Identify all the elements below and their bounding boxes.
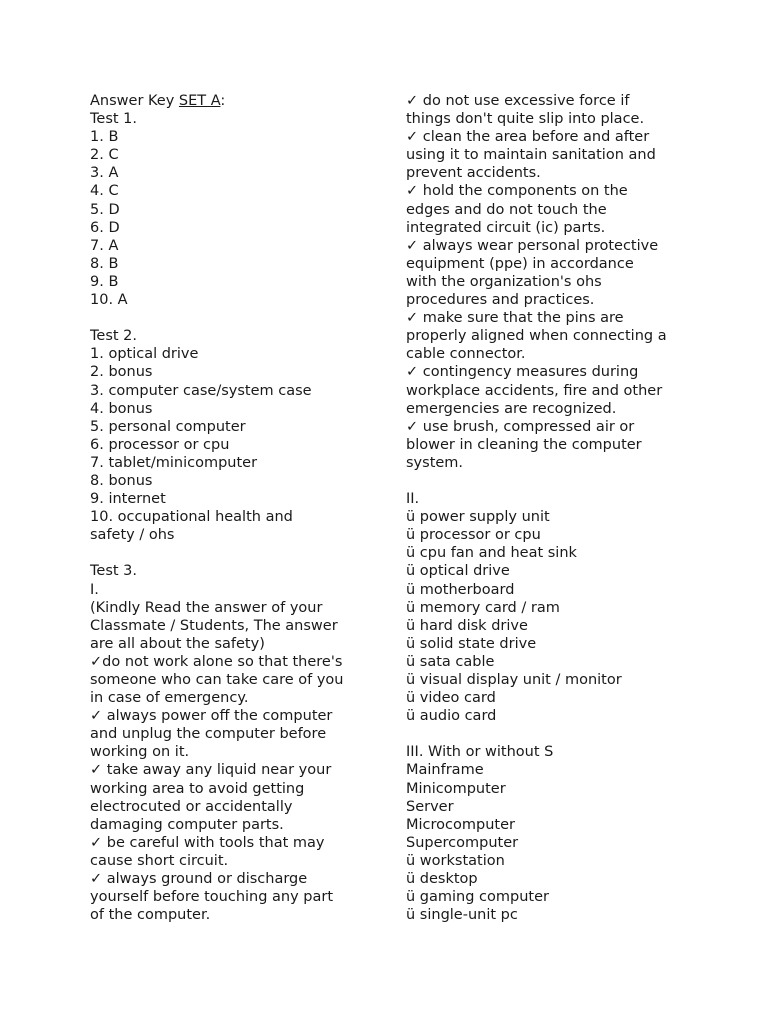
text-line: yourself before touching any part	[90, 889, 334, 906]
text-line: ü visual display unit / monitor	[406, 672, 622, 688]
text-line: workplace accidents, fire and other	[406, 382, 663, 399]
text-line: using it to maintain sanitation and	[406, 147, 656, 164]
text-line: ü cpu fan and heat sink	[406, 545, 577, 562]
text-line: integrated circuit (ic) parts.	[406, 219, 606, 236]
text-line: ü processor or cpu	[406, 527, 541, 544]
text-line: working area to avoid getting	[90, 780, 305, 797]
text-line: II.	[406, 491, 420, 508]
text-line: emergencies are recognized.	[406, 400, 617, 417]
text-line: (Kindly Read the answer of your	[90, 599, 323, 616]
text-line: Microcomputer	[406, 816, 515, 833]
left-column	[90, 92, 390, 924]
text-line: someone who can take care of you	[90, 672, 344, 688]
text-line: Test 3.	[90, 563, 137, 580]
text-line: working on it.	[90, 744, 190, 761]
text-line: 6. processor or cpu	[90, 436, 230, 453]
text-line: system.	[406, 454, 464, 471]
text-line	[406, 472, 706, 490]
left-lines	[90, 110, 390, 924]
text-line: are all about the safety)	[90, 635, 265, 652]
text-line: 8. B	[90, 255, 119, 272]
heading-suffix: :	[220, 93, 226, 109]
text-line: ✓ use brush, compressed air or	[406, 418, 635, 435]
text-line: 2. C	[90, 147, 119, 164]
text-line: 10. A	[90, 292, 128, 309]
text-line: ü motherboard	[406, 581, 515, 598]
text-line: edges and do not touch the	[406, 201, 607, 218]
text-line: 4. C	[90, 183, 119, 200]
text-line: 5. personal computer	[90, 418, 246, 435]
text-line: ü workstation	[406, 852, 505, 869]
text-line: ✓ hold the components on the	[406, 183, 628, 200]
text-line: ü hard disk drive	[406, 617, 528, 634]
text-line: ✓ always ground or discharge	[90, 871, 308, 888]
text-line: 7. tablet/minicomputer	[90, 454, 258, 471]
text-line: cause short circuit.	[90, 852, 229, 869]
text-line: ✓ make sure that the pins are	[406, 310, 624, 327]
text-line: Test 2.	[90, 328, 137, 345]
text-line: electrocuted or accidentally	[90, 798, 293, 815]
text-line	[90, 544, 390, 562]
text-line: ✓ always power off the computer	[90, 708, 333, 725]
text-line: ✓do not work alone so that there's	[90, 653, 343, 670]
text-line: Test 1.	[90, 111, 137, 128]
text-line: ü solid state drive	[406, 635, 537, 652]
text-line: ü power supply unit	[406, 509, 550, 526]
text-line: 9. B	[90, 273, 119, 290]
text-line: ✓ take away any liquid near your	[90, 762, 332, 779]
answer-key-heading	[90, 92, 390, 110]
text-line: ✓ do not use excessive force if	[406, 93, 630, 109]
text-line: I.	[90, 581, 99, 598]
text-line: with the organization's ohs	[406, 273, 602, 290]
text-line: ü memory card / ram	[406, 599, 560, 616]
text-line: safety / ohs	[90, 527, 175, 544]
heading-prefix: Answer Key	[90, 93, 179, 109]
text-line: 4. bonus	[90, 400, 153, 417]
text-line: cable connector.	[406, 346, 526, 363]
text-line: 7. A	[90, 237, 119, 254]
right-lines	[406, 92, 706, 924]
text-line: things don't quite slip into place.	[406, 111, 645, 128]
text-line: 10. occupational health and	[90, 509, 293, 526]
text-line: 5. D	[90, 201, 120, 218]
text-line: equipment (ppe) in accordance	[406, 255, 634, 272]
text-line: of the computer.	[90, 907, 211, 924]
text-line: damaging computer parts.	[90, 816, 284, 833]
text-line: Classmate / Students, The answer	[90, 617, 338, 634]
text-line: properly aligned when connecting a	[406, 328, 667, 345]
text-line: and unplug the computer before	[90, 726, 327, 743]
heading-set-label: SET A	[178, 93, 221, 109]
text-line: 9. internet	[90, 491, 166, 508]
text-line: ü gaming computer	[406, 889, 549, 906]
text-line: ü optical drive	[406, 563, 510, 580]
text-line: ✓ contingency measures during	[406, 364, 639, 381]
text-line: ✓ clean the area before and after	[406, 129, 650, 146]
text-line: 6. D	[90, 219, 120, 236]
text-line: Mainframe	[406, 762, 484, 779]
text-line: Supercomputer	[406, 834, 519, 851]
text-line: ✓ be careful with tools that may	[90, 834, 325, 851]
text-line: in case of emergency.	[90, 690, 249, 707]
text-line	[406, 725, 706, 743]
text-line	[90, 309, 390, 327]
text-line: 8. bonus	[90, 472, 153, 489]
text-line: ü sata cable	[406, 653, 495, 670]
text-line: 3. A	[90, 165, 119, 182]
text-line: ü desktop	[406, 871, 478, 888]
text-line: blower in cleaning the computer	[406, 436, 642, 453]
text-line: ü audio card	[406, 708, 497, 725]
text-line: III. With or without S	[406, 744, 554, 761]
text-line: 1. B	[90, 129, 119, 146]
text-line: prevent accidents.	[406, 165, 541, 182]
text-line: Server	[406, 798, 454, 815]
text-line: procedures and practices.	[406, 292, 595, 309]
text-line: Minicomputer	[406, 780, 506, 797]
text-line: ü single-unit pc	[406, 907, 518, 924]
text-line: ✓ always wear personal protective	[406, 237, 659, 254]
right-column	[406, 92, 706, 924]
text-line: 2. bonus	[90, 364, 153, 381]
text-line: 3. computer case/system case	[90, 382, 312, 399]
text-line: ü video card	[406, 690, 496, 707]
text-line: 1. optical drive	[90, 346, 199, 363]
